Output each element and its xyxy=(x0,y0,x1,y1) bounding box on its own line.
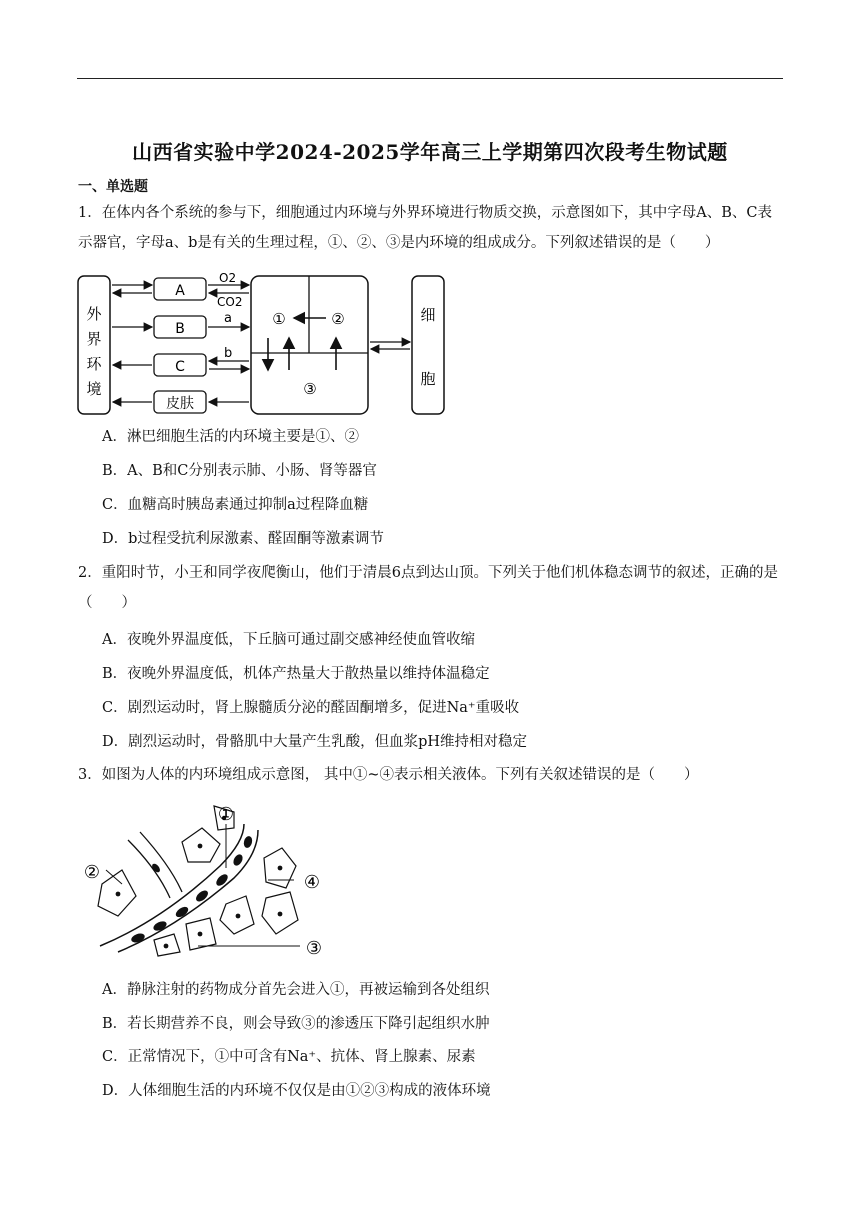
label-fluid-1: ① xyxy=(217,804,235,825)
q3-option-d: D．人体细胞生活的内环境不仅仅是由①②③构成的液体环境 xyxy=(102,1083,491,1099)
figure-internal-environment-exchange xyxy=(76,272,448,418)
q3-option-b: B．若长期营养不良，则会导致③的渗透压下降引起组织水肿 xyxy=(102,1016,490,1032)
label-co2: CO2 xyxy=(217,295,243,309)
outer-env-label-1: 外 xyxy=(86,305,102,323)
component-3: ③ xyxy=(303,380,317,398)
outer-env-label-3: 环 xyxy=(86,355,102,373)
figure-tissue-fluids xyxy=(78,800,330,960)
page-title: 山西省实验中学2024-2025学年高三上学期第四次段考生物试题 xyxy=(132,140,728,164)
organ-B: B xyxy=(175,321,185,337)
organ-C: C xyxy=(175,359,185,375)
component-2: ② xyxy=(331,310,345,328)
question-1-stem: 1．在体内各个系统的参与下，细胞通过内环境与外界环境进行物质交换，示意图如下，其中字母A、B、C表示器官，字母a、b是有关的生理过程，①、②、③是内环境的组成成分。下列叙述错误的是（ ） xyxy=(78,205,772,251)
q1-option-c: C．血糖高时胰岛素通过抑制a过程降血糖 xyxy=(102,497,369,513)
question-2-stem: 2．重阳时节，小王和同学夜爬衡山，他们于清晨6点到达山顶。下列关于他们机体稳态调节的叙述，正确的是（ ） xyxy=(78,565,778,611)
q2-option-d: D．剧烈运动时，骨骼肌中大量产生乳酸，但血浆pH维持相对稳定 xyxy=(102,734,528,750)
label-process-b: b xyxy=(224,346,233,361)
label-fluid-4: ④ xyxy=(303,872,321,893)
cell-label-2: 胞 xyxy=(420,370,436,388)
question-3-stem: 3．如图为人体的内环境组成示意图， 其中①~④表示相关液体。下列有关叙述错误的是（ ） xyxy=(78,767,699,783)
section-heading: 一、单选题 xyxy=(78,179,148,195)
q3-option-c: C．正常情况下，①中可含有Na⁺、抗体、肾上腺素、尿素 xyxy=(102,1049,476,1065)
component-1: ① xyxy=(272,310,286,328)
label-process-a: a xyxy=(224,311,232,326)
q1-option-b: B．A、B和C分别表示肺、小肠、肾等器官 xyxy=(102,463,377,479)
label-fluid-3: ③ xyxy=(305,938,323,959)
q2-option-a: A．夜晚外界温度低，下丘脑可通过副交感神经使血管收缩 xyxy=(102,632,475,648)
label-fluid-2: ② xyxy=(83,862,101,883)
q1-option-d: D．b过程受抗利尿激素、醛固酮等激素调节 xyxy=(102,531,384,547)
q3-option-a: A．静脉注射的药物成分首先会进入①，再被运输到各处组织 xyxy=(102,982,490,998)
cell-box xyxy=(412,276,444,414)
outer-env-label-2: 界 xyxy=(86,330,102,348)
q2-option-b: B．夜晚外界温度低，机体产热量大于散热量以维持体温稳定 xyxy=(102,666,490,682)
organ-A: A xyxy=(175,283,185,299)
cell-label-1: 细 xyxy=(420,306,436,324)
outer-env-label-4: 境 xyxy=(86,380,102,398)
q1-option-a: A．淋巴细胞生活的内环境主要是①、② xyxy=(102,429,359,445)
header-rule xyxy=(77,78,783,79)
organ-skin: 皮肤 xyxy=(166,396,194,412)
q2-option-c: C．剧烈运动时，肾上腺髓质分泌的醛固酮增多，促进Na⁺重吸收 xyxy=(102,700,520,716)
label-o2: O2 xyxy=(219,272,237,285)
